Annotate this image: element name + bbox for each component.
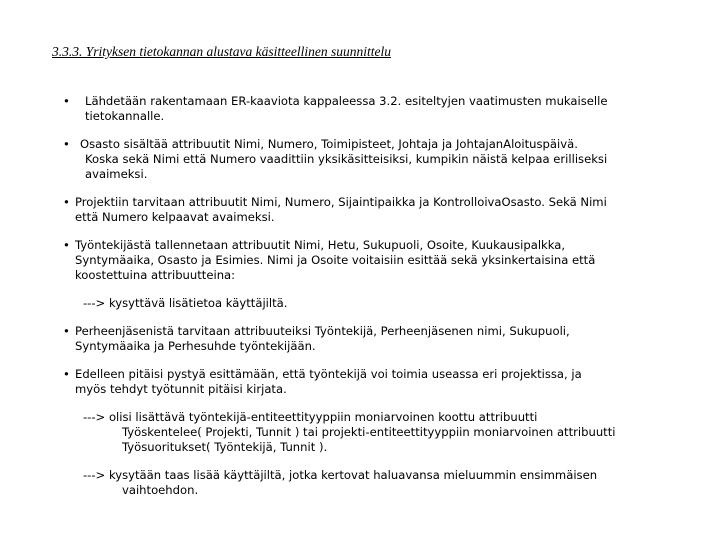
bullet-4-line-3: koostettuina attribuutteina: [75, 268, 236, 282]
bullet-5-line-2: Syntymäaika ja Perhesuhde työntekijään. [75, 339, 316, 353]
bullet-4-note: ---> kysyttävä lisätietoa käyttäjiltä. [83, 296, 288, 310]
bullet-6-note-2-line-2: vaihtoehdon. [122, 483, 199, 497]
bullet-6-marker: • [63, 367, 70, 381]
page-title: 3.3.3. Yrityksen tietokannan alustava käsitteellinen suunnittelu [52, 44, 391, 59]
bullet-6-note-1-line-1: ---> olisi lisättävä työntekijä-entiteettityyppiin moniarvoinen koottu attribuutti [83, 410, 538, 424]
bullet-5-line-1: Perheenjäsenistä tarvitaan attribuuteiksi Työntekijä, Perheenjäsenen nimi, Sukupuoli, [75, 324, 570, 338]
bullet-5-marker: • [63, 324, 70, 338]
bullet-2-line-1: Osasto sisältää attribuutit Nimi, Numero, Toimipisteet, Johtaja ja JohtajanAloituspäivä. [80, 137, 578, 151]
bullet-2-marker: • [63, 137, 70, 151]
bullet-6-line-1: Edelleen pitäisi pystyä esittämään, että työntekijä voi toimia useassa eri projektissa, ja [75, 367, 582, 381]
bullet-1-line-2: tietokannalle. [85, 109, 165, 123]
bullet-6-note-1-line-3: Työsuoritukset( Työntekijä, Tunnit ). [122, 440, 328, 454]
bullet-4-marker: • [63, 238, 70, 252]
bullet-3-marker: • [63, 195, 70, 209]
bullet-6-note-1-line-2: Työskentelee( Projekti, Tunnit ) tai projekti-entiteettityyppiin moniarvoinen attribuutti [122, 425, 616, 439]
bullet-4-line-1: Työntekijästä tallennetaan attribuutit Nimi, Hetu, Sukupuoli, Osoite, Kuukausipalkka, [75, 238, 566, 252]
bullet-2-line-3: avaimeksi. [85, 167, 148, 181]
bullet-1-marker: • [63, 94, 70, 108]
bullet-4-line-2: Syntymäaika, Osasto ja Esimies. Nimi ja Osoite voitaisiin esittää sekä yksinkertaisina että [75, 253, 596, 267]
bullet-2-line-2: Koska sekä Nimi että Numero vaadittiin yksikäsitteisiksi, kumpikin näistä kelpaa erilliseksi [85, 152, 608, 166]
bullet-3-line-1: Projektiin tarvitaan attribuutit Nimi, Numero, Sijaintipaikka ja KontrolloivaOsasto. Sekä Nimi [75, 195, 607, 209]
bullet-6-note-2-line-1: ---> kysytään taas lisää käyttäjiltä, jotka kertovat haluavansa mieluummin ensimmäisen [83, 468, 598, 482]
bullet-3-line-2: että Numero kelpaavat avaimeksi. [75, 210, 275, 224]
bullet-1-line-1: Lähdetään rakentamaan ER-kaaviota kappaleessa 3.2. esiteltyjen vaatimusten mukaiselle [85, 94, 608, 108]
bullet-6-line-2: myös tehdyt työtunnit pitäisi kirjata. [75, 382, 287, 396]
